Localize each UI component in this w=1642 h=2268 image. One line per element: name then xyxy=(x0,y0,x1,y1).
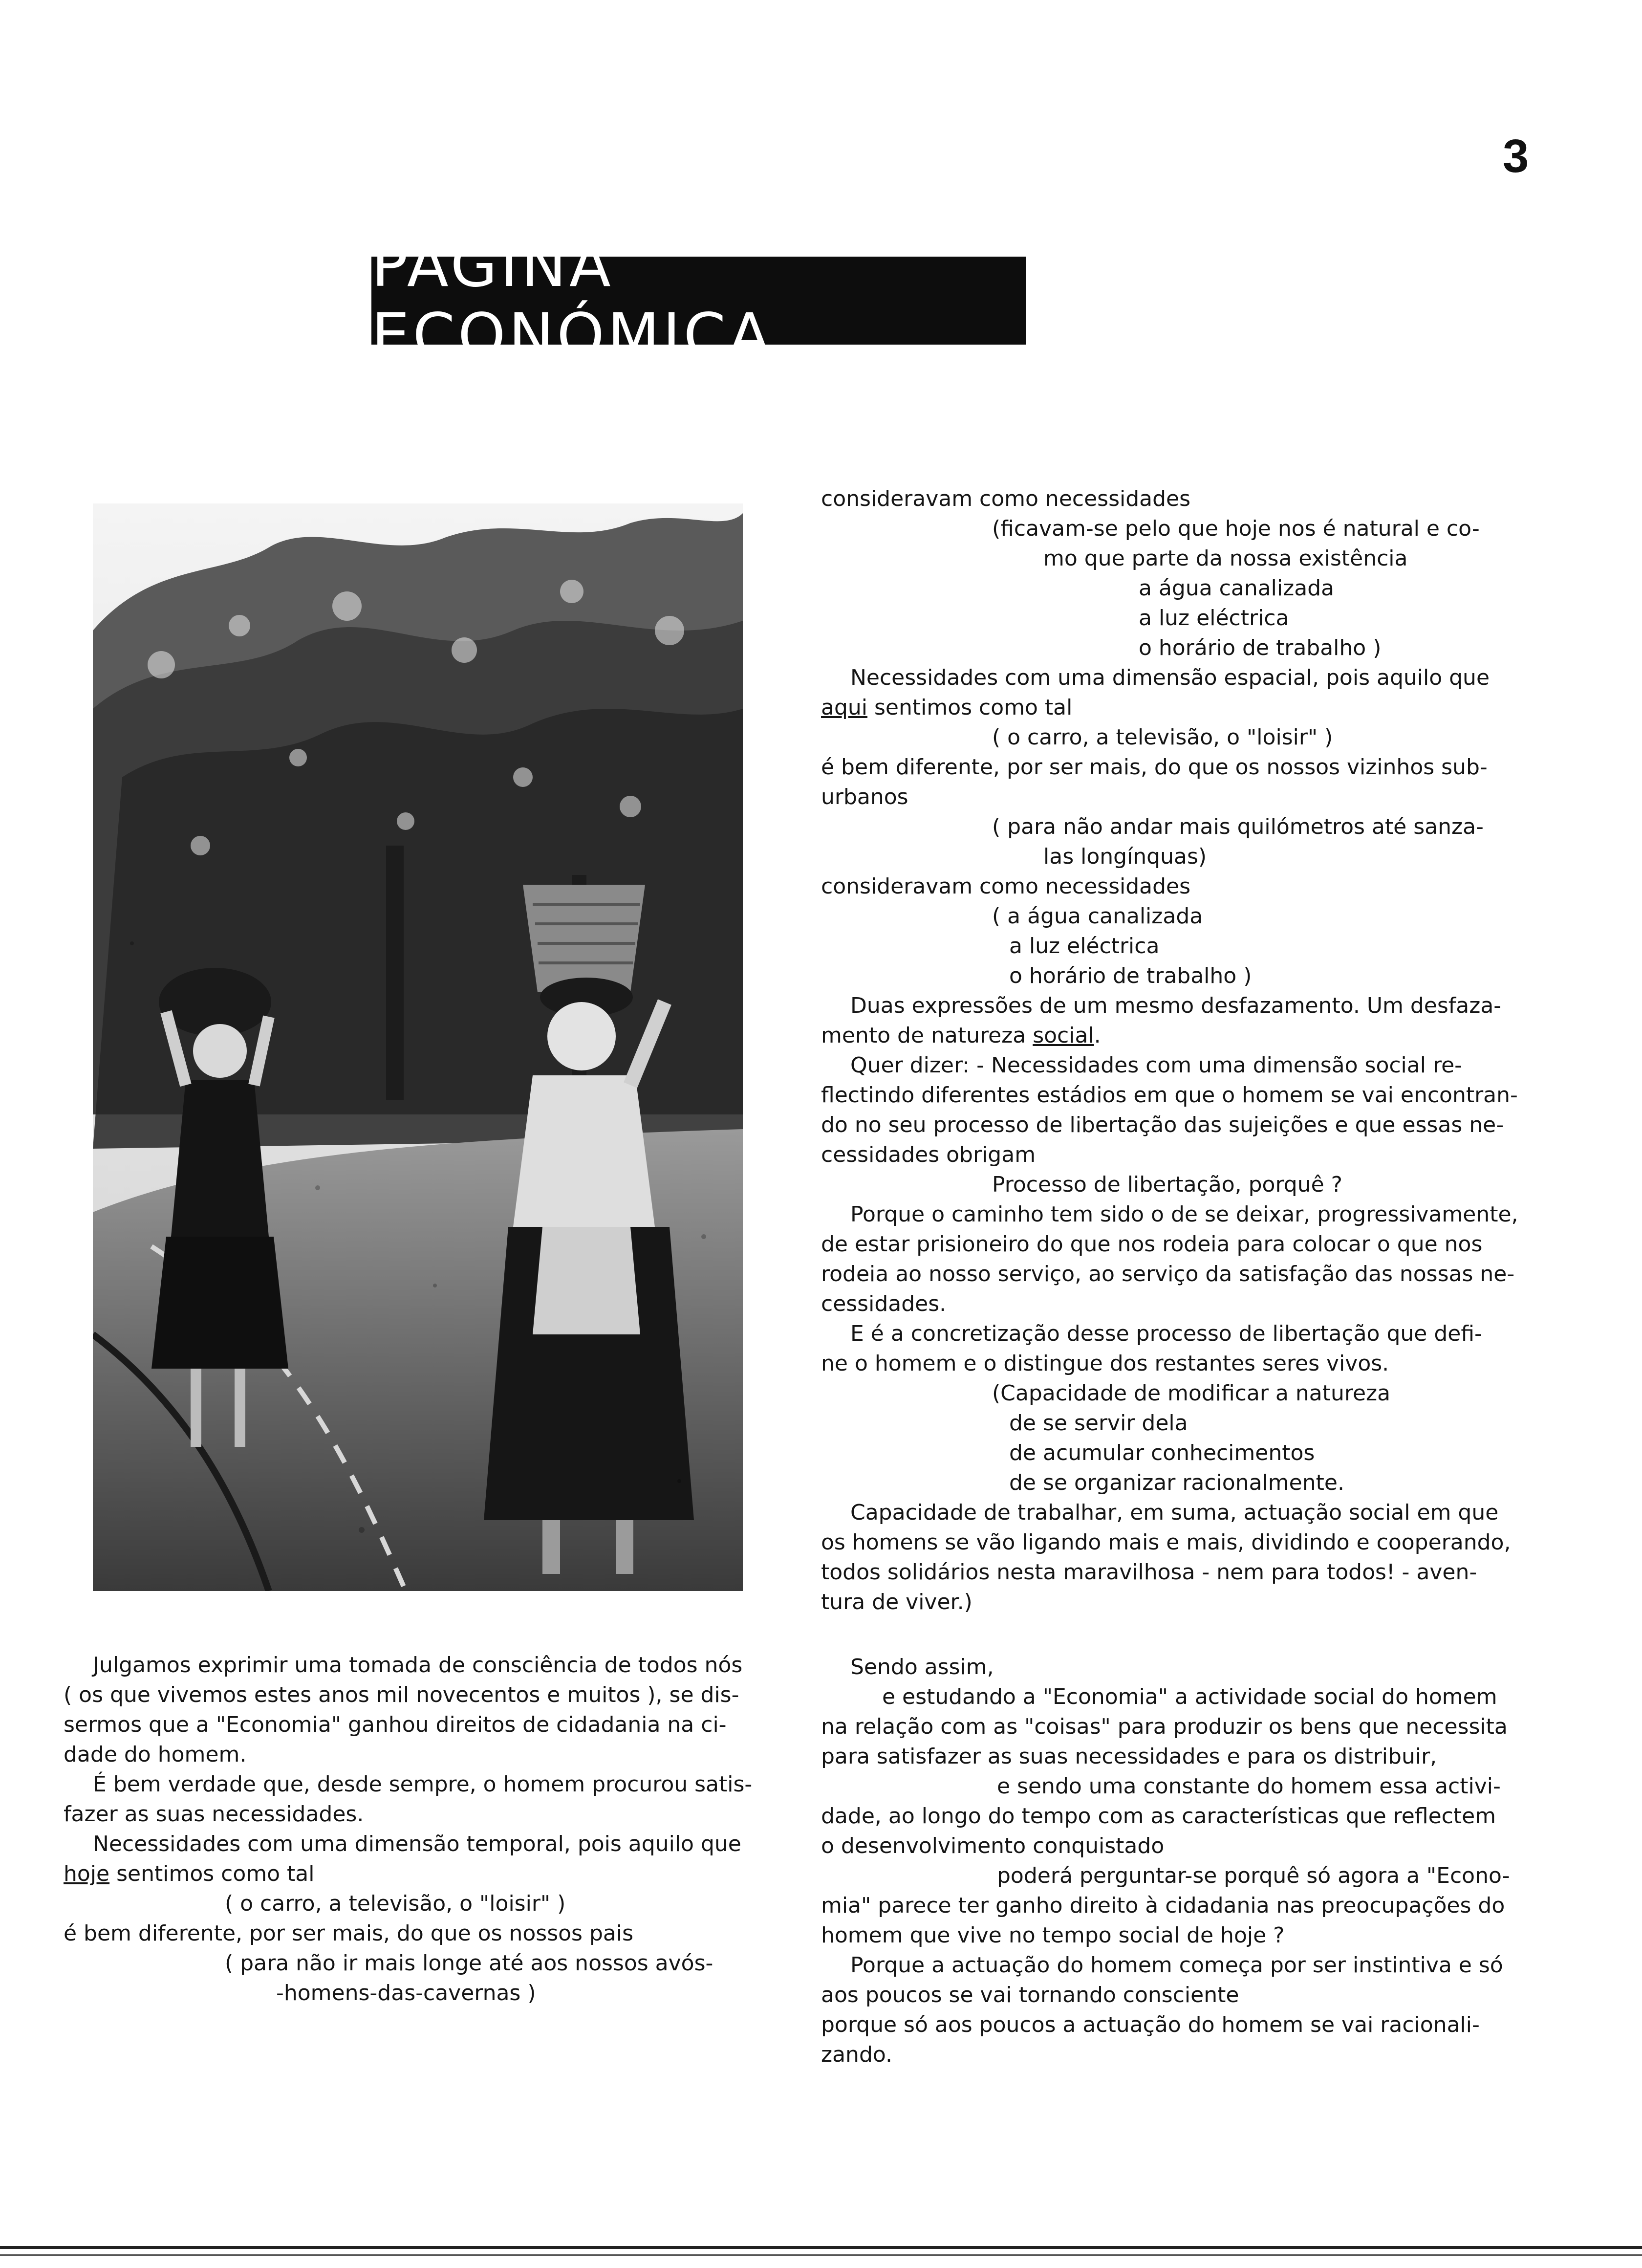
text-line: na relação com as "coisas" para produzir os bens que necessita xyxy=(821,1714,1508,1739)
text-line: e sendo uma constante do homem essa activi- xyxy=(997,1774,1501,1799)
text-line: Necessidades com uma dimensão temporal, pois aquilo que xyxy=(93,1832,741,1856)
underlined-word: aqui xyxy=(821,695,868,720)
text-line: fazer as suas necessidades. xyxy=(64,1802,364,1827)
text-line: o desenvolvimento conquistado xyxy=(821,1833,1165,1858)
text-line: E é a concretização desse processo de libertação que defi- xyxy=(850,1321,1482,1346)
text-line: Porque a actuação do homem começa por ser instintiva e só xyxy=(850,1953,1503,1978)
text-line: Necessidades com uma dimensão espacial, pois aquilo que xyxy=(850,665,1490,690)
text-line: rodeia ao nosso serviço, ao serviço da satisfação das nossas ne- xyxy=(821,1262,1515,1287)
photo-women-carrying-baskets xyxy=(93,503,743,1591)
text-line: ( a água canalizada xyxy=(992,904,1203,929)
text-line: e estudando a "Economia" a actividade social do homem xyxy=(882,1684,1497,1709)
text-line: homem que vive no tempo social de hoje ? xyxy=(821,1923,1285,1948)
text-line: ne o homem e o distingue dos restantes seres vivos. xyxy=(821,1351,1389,1376)
text-line: consideravam como necessidades xyxy=(821,874,1191,899)
text-line: é bem diferente, por ser mais, do que os nossos pais xyxy=(64,1921,633,1946)
text-line: ( o carro, a televisão, o "loisir" ) xyxy=(225,1891,566,1916)
text-line: aos poucos se vai tornando consciente xyxy=(821,1983,1239,2007)
text-line: para satisfazer as suas necessidades e para os distribuir, xyxy=(821,1744,1437,1769)
text-line: a luz eléctrica xyxy=(1009,934,1160,959)
text-line: ( para não andar mais quilómetros até sanza- xyxy=(992,814,1484,839)
text-line: de se organizar racionalmente. xyxy=(1009,1470,1344,1495)
underlined-word: hoje xyxy=(64,1861,110,1886)
text-line: tura de viver.) xyxy=(821,1590,972,1614)
text-line: Processo de libertação, porquê ? xyxy=(992,1172,1342,1197)
text-line: porque só aos poucos a actuação do homem se vai racionali- xyxy=(821,2012,1480,2037)
text-line: a água canalizada xyxy=(1139,576,1335,601)
article-column-right-top xyxy=(821,484,1518,1617)
text-line: hoje sentimos como tal xyxy=(64,1861,315,1886)
text-line: Sendo assim, xyxy=(850,1655,994,1679)
text-line: mento de natureza social. xyxy=(821,1023,1101,1048)
text-line: -homens-das-cavernas ) xyxy=(276,1981,536,2006)
text-line: do no seu processo de libertação das sujeições e que essas ne- xyxy=(821,1112,1504,1137)
text-line: consideravam como necessidades xyxy=(821,486,1191,511)
text-line: de estar prisioneiro do que nos rodeia para colocar o que nos xyxy=(821,1232,1483,1257)
text-line: é bem diferente, por ser mais, do que os nossos vizinhos sub- xyxy=(821,755,1488,780)
text-line: mia" parece ter ganho direito à cidadania nas preocupações do xyxy=(821,1893,1505,1918)
photo-two-women-carrying-baskets-icon xyxy=(93,503,743,1591)
text-line: os homens se vão ligando mais e mais, dividindo e cooperando, xyxy=(821,1530,1511,1555)
text-line: (ficavam-se pelo que hoje nos é natural e co- xyxy=(992,516,1480,541)
text-line: todos solidários nesta maravilhosa - nem para todos! - aven- xyxy=(821,1560,1477,1585)
page-number: 3 xyxy=(1503,130,1529,182)
text-line: cessidades obrigam xyxy=(821,1142,1036,1167)
text-line: sermos que a "Economia" ganhou direitos de cidadania na ci- xyxy=(64,1712,727,1737)
text-line: Capacidade de trabalhar, em suma, actuação social em que xyxy=(850,1500,1499,1525)
text-line: Duas expressões de um mesmo desfazamento. Um desfaza- xyxy=(850,993,1502,1018)
underlined-word: social xyxy=(1033,1023,1094,1048)
text-line: de se servir dela xyxy=(1009,1411,1188,1436)
text-line: cessidades. xyxy=(821,1291,947,1316)
article-column-left-bottom xyxy=(64,1650,752,2008)
article-column-right-bottom xyxy=(821,1652,1510,2070)
text-line: flectindo diferentes estádios em que o homem se vai encontran- xyxy=(821,1083,1518,1108)
footer-rule xyxy=(0,2246,1642,2249)
text-line: ( os que vivemos estes anos mil novecentos e muitos ), se dis- xyxy=(64,1682,739,1707)
text-line: poderá perguntar-se porquê só agora a "Econo- xyxy=(997,1863,1510,1888)
text-line: a luz eléctrica xyxy=(1139,606,1289,631)
text-line: Porque o caminho tem sido o de se deixar, progressivamente, xyxy=(850,1202,1518,1227)
text-line: mo que parte da nossa existência xyxy=(1043,546,1408,571)
text-line: ( o carro, a televisão, o "loisir" ) xyxy=(992,725,1333,750)
text-line: o horário de trabalho ) xyxy=(1139,635,1382,660)
text-line: urbanos xyxy=(821,785,908,809)
text-line: zando. xyxy=(821,2042,893,2067)
text-line: de acumular conhecimentos xyxy=(1009,1440,1315,1465)
footer-rule-thin xyxy=(0,2254,1642,2256)
page-title-banner xyxy=(371,230,1026,371)
text-line: Julgamos exprimir uma tomada de consciência de todos nós xyxy=(93,1653,743,1678)
text-line: ( para não ir mais longe até aos nossos avós- xyxy=(225,1951,713,1976)
text-line: las longínquas) xyxy=(1043,844,1207,869)
page-title: PÁGINA ECONÓMICA xyxy=(371,230,773,371)
text-line: aqui sentimos como tal xyxy=(821,695,1073,720)
text-line: dade, ao longo do tempo com as características que reflectem xyxy=(821,1804,1496,1829)
text-line: Quer dizer: - Necessidades com uma dimensão social re- xyxy=(850,1053,1463,1078)
text-line: É bem verdade que, desde sempre, o homem procurou satis- xyxy=(93,1772,753,1797)
text-line: (Capacidade de modificar a natureza xyxy=(992,1381,1391,1406)
text-line: dade do homem. xyxy=(64,1742,247,1767)
text-line: o horário de trabalho ) xyxy=(1009,963,1252,988)
